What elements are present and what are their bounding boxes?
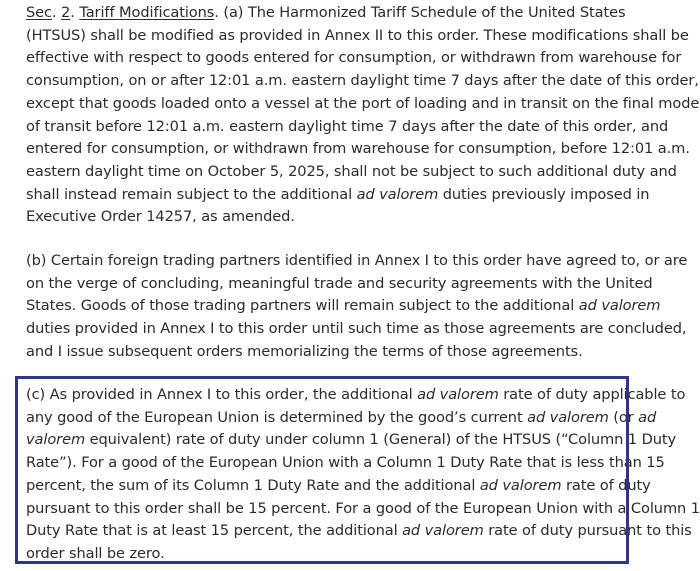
- para-c-line-6: pursuant to this order shall be 15 percent. For a good of the European Union with a Column 1: [26, 499, 700, 517]
- para-a-line-9: [26, 184, 699, 207]
- para-c-text: rate of duty pursuant to this: [483, 522, 692, 540]
- ad-valorem-term: ad valorem: [417, 386, 499, 403]
- ad-valorem-term: ad valorem: [527, 408, 609, 426]
- section-number: 2: [61, 4, 71, 21]
- para-b-line-3: [26, 295, 687, 318]
- para-a-line-10: Executive Order 14257, as amended.: [26, 208, 295, 226]
- paragraph-b: [26, 250, 687, 364]
- para-a-text: shall instead remain subject to the additional: [26, 185, 357, 203]
- para-c-text: (or: [608, 408, 639, 426]
- ad-term: ad: [638, 408, 657, 426]
- section-heading: Tariff Modifications: [79, 4, 215, 21]
- ad-valorem-term: ad valorem: [402, 522, 484, 540]
- para-c-text: (c) As provided in Annex I to this order, the additional: [26, 386, 418, 403]
- para-c-text: any good of the European Union is determined by the good’s current: [26, 408, 528, 426]
- ad-valorem-term: ad valorem: [578, 297, 661, 315]
- para-a-line-8: eastern daylight time on October 5, 2025, shall not be subject to such additional duty and: [26, 162, 677, 180]
- highlight-box: [15, 376, 629, 564]
- para-a-line-1: Sec. 2. Tariff Modifications. (a) The Harmonized Tariff Schedule of the United States: [26, 4, 626, 21]
- para-b-line-1: (b) Certain foreign trading partners identified in Annex I to this order have agreed to, or are: [26, 252, 688, 269]
- para-c-text: percent, the sum of its Column 1 Duty Rate and the additional: [26, 476, 480, 494]
- para-a-line-4: consumption, on or after 12:01 a.m. eastern daylight time 7 days after the date of this order,: [26, 72, 699, 90]
- para-c-text: rate of duty: [561, 476, 651, 494]
- para-a-line-7: entered for consumption, or withdrawn from warehouse for consumption, before 12:01 a.m.: [26, 140, 690, 158]
- para-b-text: States. Goods of those trading partners will remain subject to the additional: [26, 297, 579, 315]
- para-a-line-5: except that goods loaded onto a vessel at the port of loading and in transit on the final mode: [26, 94, 700, 112]
- para-b-line-4: duties provided in Annex I to this order until such time as those agreements are concluded,: [26, 320, 687, 338]
- para-c-text: Duty Rate that is at least 15 percent, the additional: [26, 522, 403, 540]
- para-b-line-5: and I issue subsequent orders memorializing the terms of those agreements.: [26, 342, 583, 360]
- para-c-text: rate of duty applicable to: [498, 386, 686, 403]
- para-c-line-4: Rate”). For a good of the European Union with a Column 1 Duty Rate that is less than 15: [26, 454, 665, 472]
- para-a-text: . (a) The Harmonized Tariff Schedule of the United States: [214, 4, 626, 21]
- para-a-line-6: of transit before 12:01 a.m. eastern daylight time 7 days after the date of this order, and: [26, 117, 669, 135]
- para-c-text: equivalent) rate of duty under column 1 (General) of the HTSUS (“Column 1 Duty: [85, 431, 677, 449]
- valorem-term: valorem: [26, 431, 86, 449]
- para-b-line-2: on the verge of concluding, meaningful trade and security agreements with the United: [26, 274, 653, 292]
- para-a-text: duties previously imposed in: [438, 185, 650, 203]
- para-a-line-3: effective with respect to goods entered for consumption, or withdrawn from warehouse for: [26, 49, 682, 67]
- paragraph-a: [26, 2, 699, 229]
- para-c-line-8: order shall be zero.: [26, 544, 165, 562]
- section-label: Sec: [26, 4, 52, 21]
- ad-valorem-term: ad valorem: [479, 476, 562, 494]
- para-a-line-2: (HTSUS) shall be modified as provided in Annex II to this order. These modifications shall be: [26, 26, 689, 44]
- ad-valorem-term: ad valorem: [356, 185, 439, 203]
